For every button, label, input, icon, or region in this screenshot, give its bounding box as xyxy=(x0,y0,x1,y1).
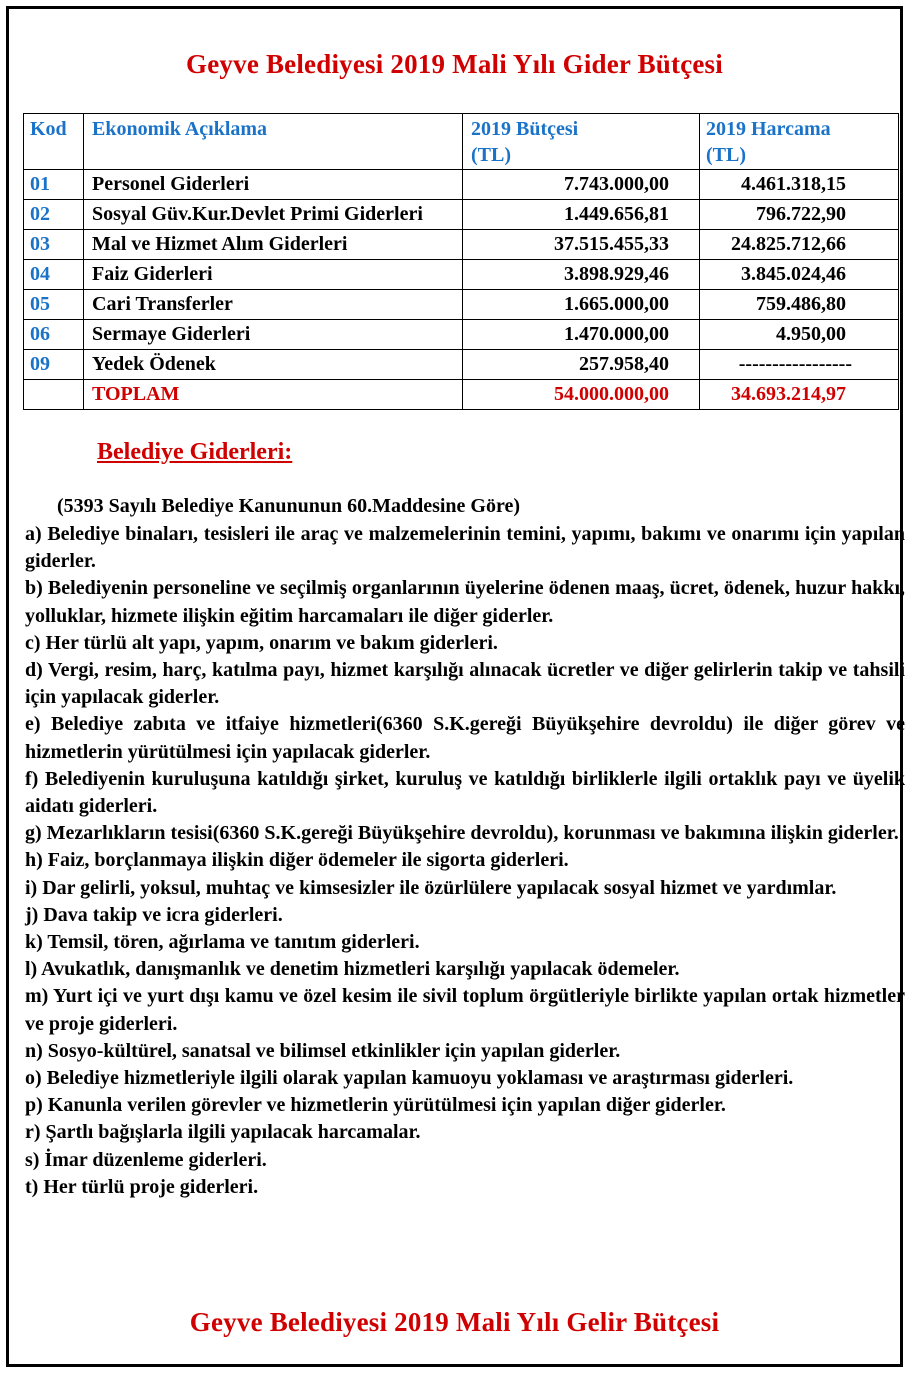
table-total-row xyxy=(24,380,899,410)
table-row xyxy=(24,290,899,320)
row-description: Sosyal Güv.Kur.Devlet Primi Giderleri xyxy=(84,200,463,230)
row-spending: ----------------- xyxy=(700,350,899,380)
row-code: 02 xyxy=(24,200,84,230)
header-budget-line2: (TL) xyxy=(471,144,511,166)
row-spending: 4.950,00 xyxy=(700,320,899,350)
table-header-row xyxy=(24,114,899,170)
header-budget xyxy=(463,114,700,170)
list-item: s) İmar düzenleme giderleri. xyxy=(25,1148,267,1171)
row-spending: 4.461.318,15 xyxy=(700,170,899,200)
law-reference: (5393 Sayılı Belediye Kanununun 60.Maddesine Göre) xyxy=(57,495,521,517)
row-spending: 796.722,90 xyxy=(700,200,899,230)
list-item: p) Kanunla verilen görevler ve hizmetlerin yürütülmesi için yapılan diğer giderler. xyxy=(25,1094,726,1117)
row-spending: 3.845.024,46 xyxy=(700,260,899,290)
row-code: 06 xyxy=(24,320,84,350)
expense-budget-table xyxy=(23,113,899,410)
row-description: Yedek Ödenek xyxy=(84,350,463,380)
total-label: TOPLAM xyxy=(84,380,463,410)
row-budget: 1.449.656,81 xyxy=(463,200,700,230)
list-item: t) Her türlü proje giderleri. xyxy=(25,1175,259,1198)
row-code: 03 xyxy=(24,230,84,260)
row-description: Personel Giderleri xyxy=(84,170,463,200)
list-item: g) Mezarlıkların tesisi(6360 S.K.gereği Büyükşehire devroldu), korunması ve bakımına ilişkin giderler. xyxy=(25,822,899,845)
list-item: d) Vergi, resim, harç, katılma payı, hizmet karşılığı alınacak ücretler ve diğer gelirlerin takip ve tahsili için yapılacak giderler. xyxy=(25,659,905,709)
header-code: Kod xyxy=(24,114,84,170)
list-item: n) Sosyo-kültürel, sanatsal ve bilimsel etkinlikler için yapılan giderler. xyxy=(25,1039,621,1062)
list-item: i) Dar gelirli, yoksul, muhtaç ve kimsesizler ile özürlülere yapılacak sosyal hizmet ve yardımlar. xyxy=(25,876,837,899)
header-spending-line2: (TL) xyxy=(706,144,746,166)
row-budget: 3.898.929,46 xyxy=(463,260,700,290)
row-description: Cari Transferler xyxy=(84,290,463,320)
row-budget: 257.958,40 xyxy=(463,350,700,380)
list-item: k) Temsil, tören, ağırlama ve tanıtım giderleri. xyxy=(25,931,420,954)
list-item: b) Belediyenin personeline ve seçilmiş organlarının üyelerine ödenen maaş, ücret, ödenek, huzur hakkı, yolluklar, hizmete ilişkin eğitim harcamaları ile diğer giderler. xyxy=(25,577,905,627)
list-item: e) Belediye zabıta ve itfaiye hizmetleri(6360 S.K.gereği Büyükşehire devroldu) ile diğer görev ve hizmetlerin yürütülmesi için yapılacak giderler. xyxy=(25,713,905,763)
row-spending: 24.825.712,66 xyxy=(700,230,899,260)
list-item: r) Şartlı bağışlarla ilgili yapılacak harcamalar. xyxy=(25,1121,421,1144)
list-item: j) Dava takip ve icra giderleri. xyxy=(25,903,283,926)
row-description: Faiz Giderleri xyxy=(84,260,463,290)
header-description: Ekonomik Açıklama xyxy=(84,114,463,170)
list-item: f) Belediyenin kuruluşuna katıldığı şirket, kuruluş ve katıldığı birliklerle ilgili ortaklık payı ve üyelik aidatı giderleri. xyxy=(25,767,905,818)
table-row xyxy=(24,320,899,350)
header-budget-line1: 2019 Bütçesi xyxy=(471,118,579,140)
section-title: Belediye Giderleri: xyxy=(97,439,293,465)
list-item: l) Avukatlık, danışmanlık ve denetim hizmetleri karşılığı yapılacak ödemeler. xyxy=(25,958,680,981)
table-row xyxy=(24,200,899,230)
expense-budget-title: Geyve Belediyesi 2019 Mali Yılı Gider Bütçesi xyxy=(186,49,723,79)
header-spending xyxy=(700,114,899,170)
row-description: Sermaye Giderleri xyxy=(84,320,463,350)
list-item: o) Belediye hizmetleriyle ilgili olarak yapılan kamuoyu yoklaması ve araştırması giderleri. xyxy=(25,1067,794,1090)
row-code: 04 xyxy=(24,260,84,290)
list-item: m) Yurt içi ve yurt dışı kamu ve özel kesim ile sivil toplum örgütleriyle birlikte yapılan ortak hizmetler ve proje giderleri. xyxy=(25,985,905,1035)
table-row xyxy=(24,350,899,380)
total-budget: 54.000.000,00 xyxy=(463,380,700,410)
total-spending: 34.693.214,97 xyxy=(700,380,899,410)
header-spending-line1: 2019 Harcama xyxy=(706,118,831,140)
row-budget: 1.665.000,00 xyxy=(463,290,700,320)
row-budget: 37.515.455,33 xyxy=(463,230,700,260)
revenue-budget-title: Geyve Belediyesi 2019 Mali Yılı Gelir Bütçesi xyxy=(189,1307,720,1337)
row-description: Mal ve Hizmet Alım Giderleri xyxy=(84,230,463,260)
document-page xyxy=(6,6,903,1367)
row-budget: 7.743.000,00 xyxy=(463,170,700,200)
table-row xyxy=(24,230,899,260)
total-code xyxy=(24,380,84,410)
row-code: 01 xyxy=(24,170,84,200)
row-budget: 1.470.000,00 xyxy=(463,320,700,350)
list-item: h) Faiz, borçlanmaya ilişkin diğer ödemeler ile sigorta giderleri. xyxy=(25,849,569,872)
row-code: 09 xyxy=(24,350,84,380)
table-row xyxy=(24,260,899,290)
table-row xyxy=(24,170,899,200)
list-item: c) Her türlü alt yapı, yapım, onarım ve bakım giderleri. xyxy=(25,631,498,654)
row-spending: 759.486,80 xyxy=(700,290,899,320)
expense-items-list xyxy=(25,521,905,1201)
row-code: 05 xyxy=(24,290,84,320)
list-item: a) Belediye binaları, tesisleri ile araç ve malzemelerinin temini, yapımı, bakımı ve onarımı için yapılan giderler. xyxy=(25,523,905,573)
